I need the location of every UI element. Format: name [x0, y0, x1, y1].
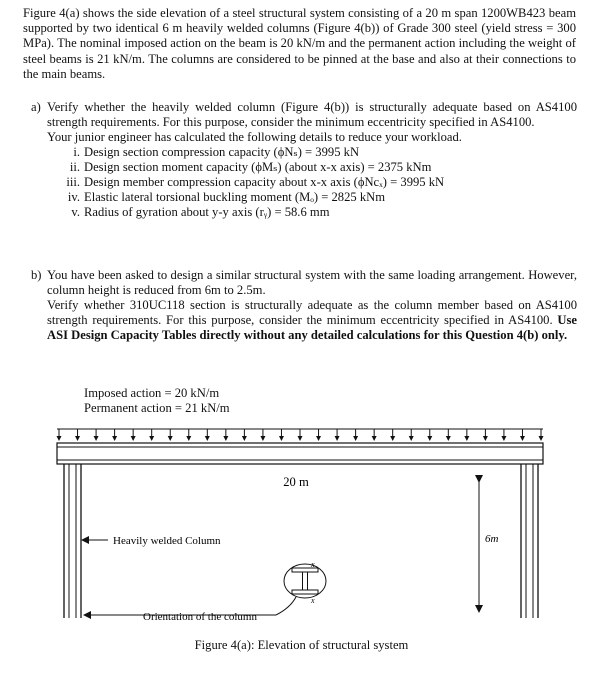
question-a-subintro: Your junior engineer has calculated the following details to reduce your workload. [47, 130, 462, 144]
load-arrow [205, 429, 210, 441]
orientation-label: Orientation of the column [143, 611, 257, 623]
load-arrow [372, 429, 377, 441]
question-b-text1: You have been asked to design a similar structural system with the same loading arrangement. However, column height is reduced from 6m to 2.5m. [47, 268, 577, 297]
load-arrow [390, 429, 395, 441]
load-arrow [75, 429, 80, 441]
permanent-action-label: Permanent action = 21 kN/m [84, 401, 230, 415]
right-column [521, 464, 538, 618]
load-arrow [168, 429, 173, 441]
question-b-text2-plain: Verify whether 310UC118 section is structurally adequate as the column member based on AS4100 strength requirements. For this purpose, consider the minimum eccentricity specified in AS4100. [47, 298, 577, 327]
section-bottom-flange [292, 590, 318, 594]
question-b-label: b) [31, 268, 42, 282]
orientation-leader [276, 597, 296, 615]
beam [57, 443, 543, 464]
detail-item [66, 160, 577, 175]
structural-elevation-diagram [0, 420, 603, 635]
load-arrow [353, 429, 358, 441]
detail-item [66, 175, 577, 190]
detail-text: Radius of gyration about y-y axis (rᵧ) = 58.6 mm [84, 205, 330, 219]
load-legend [84, 386, 230, 416]
height-label: 6m [485, 533, 499, 545]
left-column [64, 464, 81, 618]
question-a-label: a) [31, 100, 41, 114]
section-axis-bottom-label: x [311, 596, 315, 605]
column-section-icon [284, 560, 326, 605]
question-a [31, 100, 577, 220]
load-arrow [223, 429, 228, 441]
load-arrow [131, 429, 136, 441]
detail-number: i. [73, 145, 80, 159]
problem-intro: Figure 4(a) shows the side elevation of a steel structural system consisting of a 20 m span 1200WB423 beam supported by two identical 6 m heavily welded columns (Figure 4(b)) of Grade 300 steel (yield stress = 300 MPa). The nominal imposed action on the beam is 20 kN/m and the permanent action including the weight of steel beams is 21 kN/m. The columns are considered to be pinned at the base and also at their connections to the main beams. [23, 6, 576, 81]
imposed-action-label: Imposed action = 20 kN/m [84, 386, 220, 400]
load-arrow [539, 429, 544, 441]
question-b-text2-bold: Use ASI Design Capacity Tables directly without any detailed calculations for this Question 4(b) only. [47, 313, 577, 342]
load-arrow [279, 429, 284, 441]
load-arrow [520, 429, 525, 441]
column-label: Heavily welded Column [113, 535, 221, 547]
detail-number: iv. [67, 190, 80, 204]
detail-number: ii. [69, 160, 80, 174]
detail-text: Design section moment capacity (ϕMₛ) (about x-x axis) = 2375 kNm [84, 160, 432, 174]
detail-text: Elastic lateral torsional buckling moment (Mₒ) = 2825 kNm [84, 190, 386, 204]
section-web [303, 572, 308, 590]
detail-text: Design member compression capacity about x-x axis (ϕNcₓ) = 3995 kN [84, 175, 445, 189]
detail-number: v. [71, 205, 80, 219]
load-arrow [335, 429, 340, 441]
question-a-details [47, 145, 577, 220]
beam-outline [57, 443, 543, 464]
load-arrow [298, 429, 303, 441]
span-label: 20 m [283, 475, 309, 489]
load-arrow [260, 429, 265, 441]
load-arrow [242, 429, 247, 441]
load-arrow [112, 429, 117, 441]
detail-text: Design section compression capacity (ϕNₛ) = 3995 kN [84, 145, 360, 159]
load-arrows [57, 429, 544, 441]
detail-item [66, 145, 577, 160]
load-arrow [316, 429, 321, 441]
load-arrow [501, 429, 506, 441]
distributed-load [57, 429, 544, 441]
detail-item [66, 205, 577, 220]
detail-number: iii. [66, 175, 80, 189]
figure-caption: Figure 4(a): Elevation of structural system [194, 638, 409, 652]
load-arrow [149, 429, 154, 441]
load-arrow [57, 429, 62, 441]
load-arrow [483, 429, 488, 441]
section-axis-top-label: x [311, 560, 315, 569]
question-b [31, 268, 577, 343]
load-arrow [446, 429, 451, 441]
question-b-text2 [47, 298, 577, 343]
detail-item [66, 190, 577, 205]
load-arrow [427, 429, 432, 441]
question-a-text: Verify whether the heavily welded column (Figure 4(b)) is structurally adequate based on AS4100 strength requirements. For this purpose, consider the minimum eccentricity specified in AS4100. [47, 100, 577, 129]
load-arrow [186, 429, 191, 441]
load-arrow [94, 429, 99, 441]
load-arrow [409, 429, 414, 441]
load-arrow [464, 429, 469, 441]
